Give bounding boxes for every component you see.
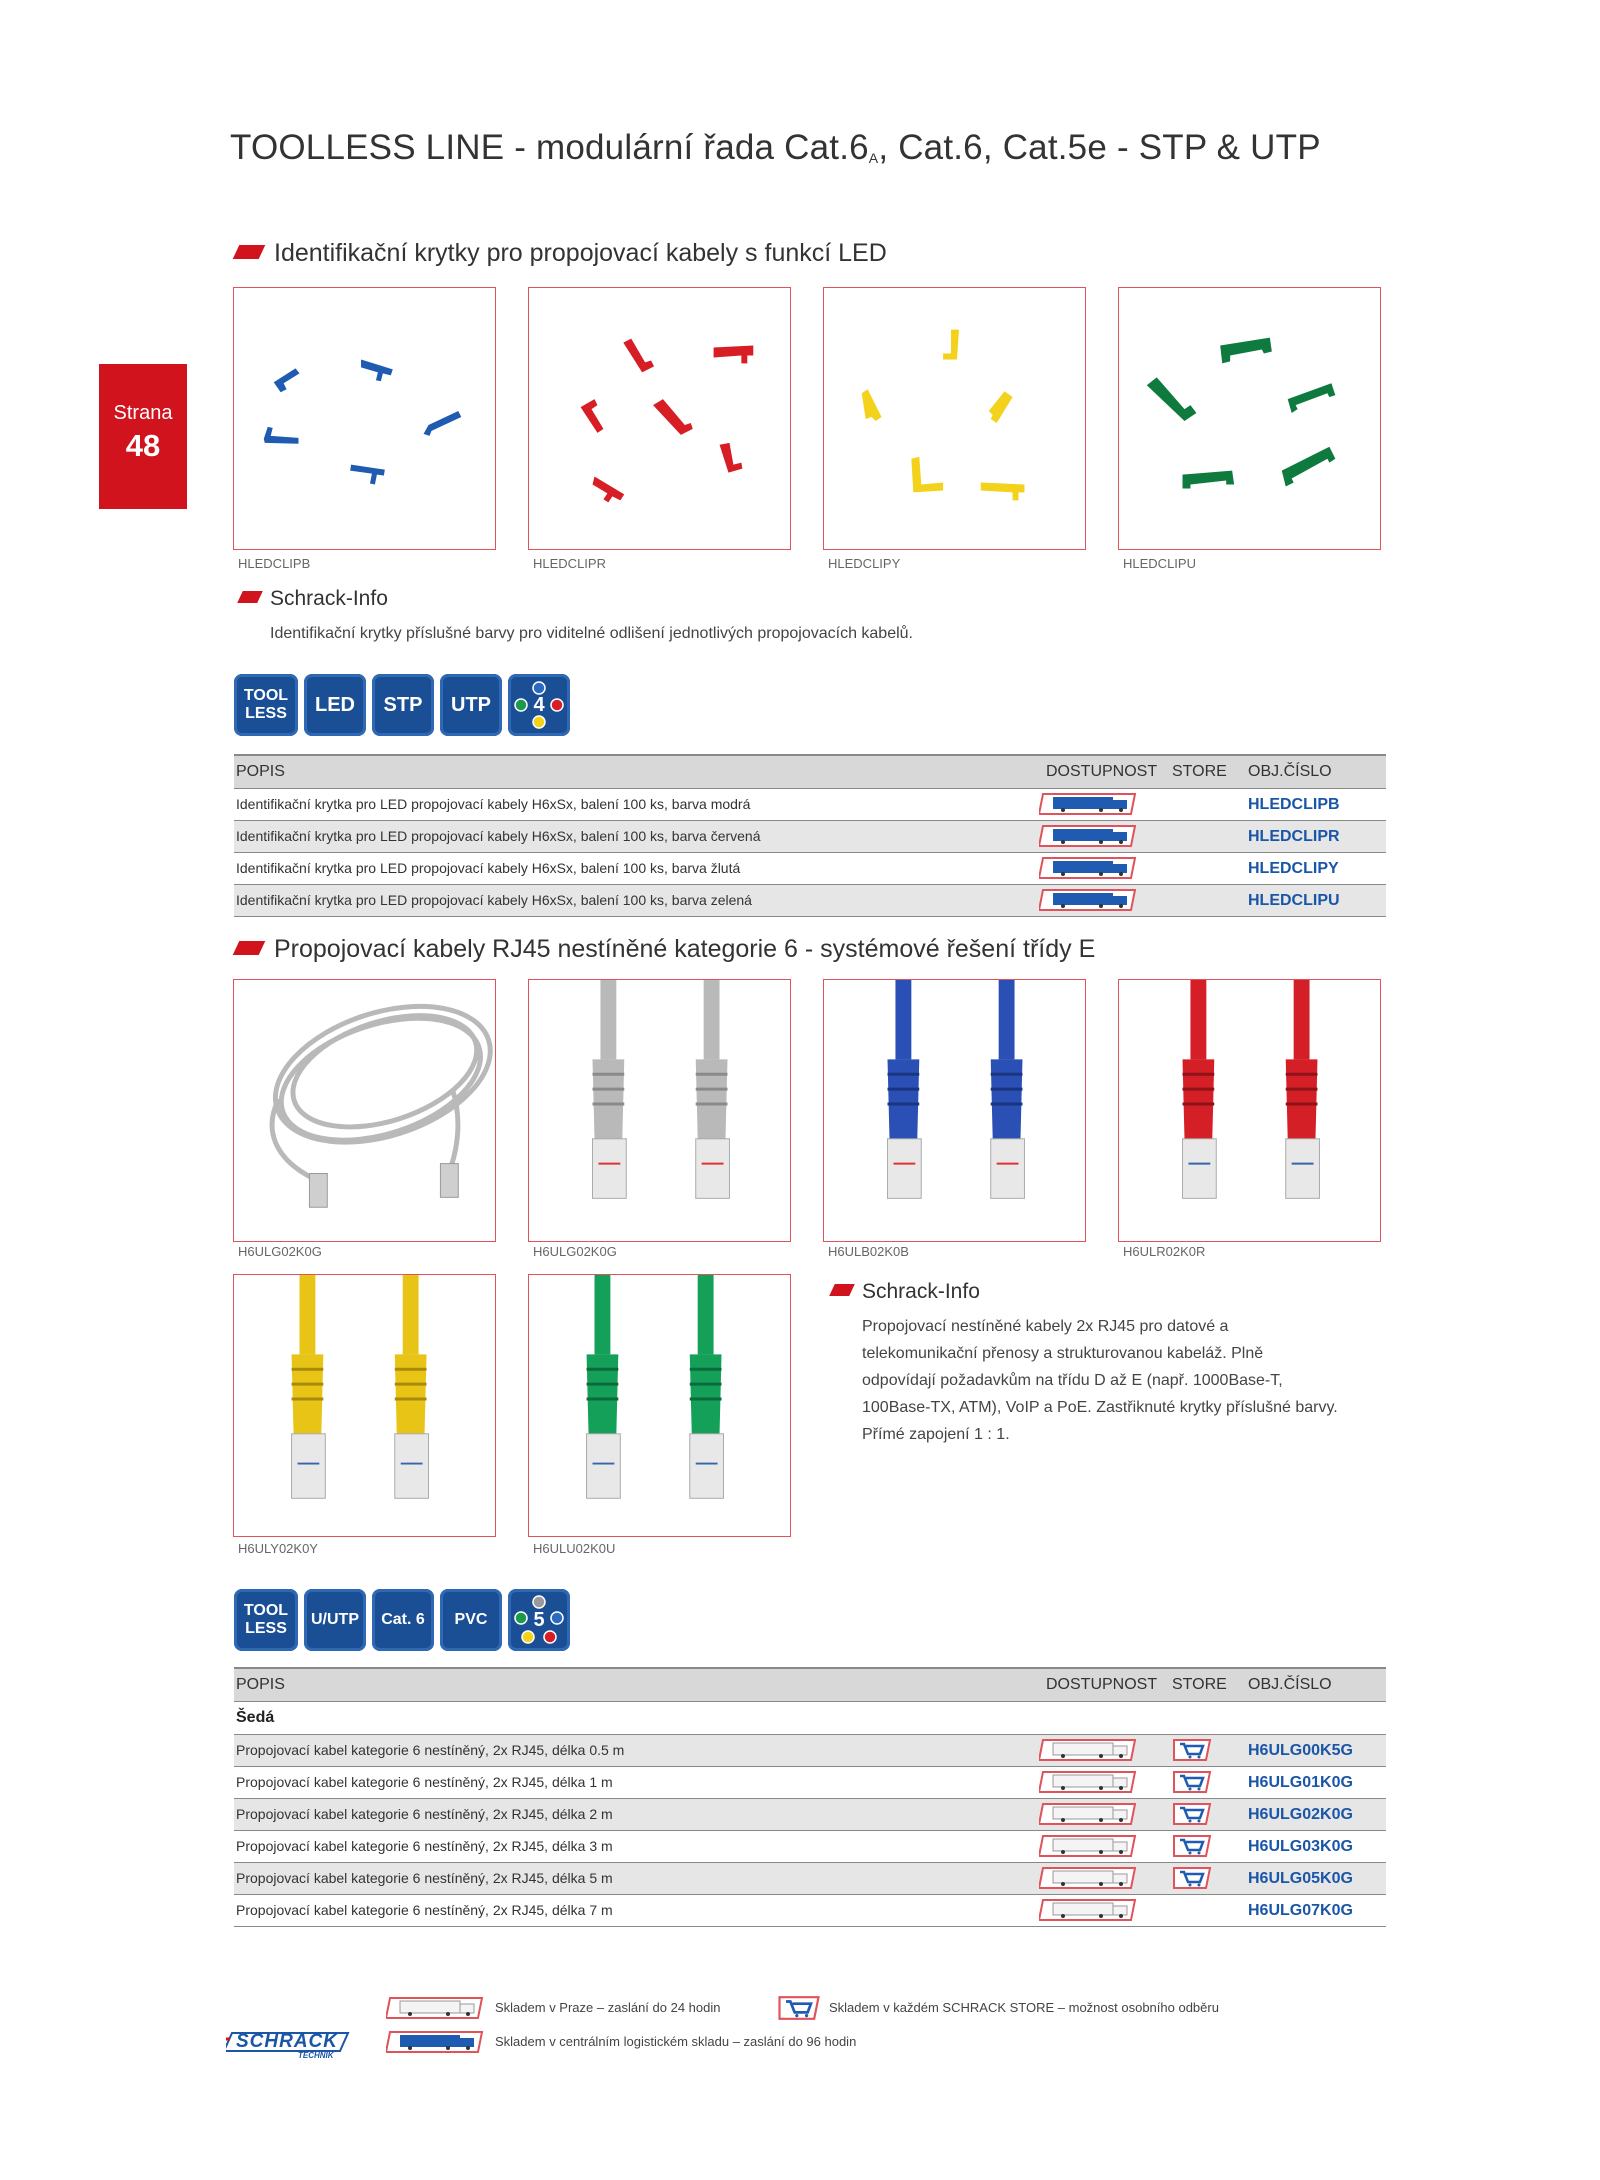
utp-badge: UTP xyxy=(440,674,502,736)
product-image-hledclipr xyxy=(528,287,791,550)
cart-icon xyxy=(1172,1770,1212,1794)
order-code[interactable]: HLEDCLIPB xyxy=(1248,796,1340,813)
row-description: Propojovací kabel kategorie 6 nestíněný, 2x RJ45, délka 1 m xyxy=(236,1774,613,1790)
table-row xyxy=(234,1863,1386,1895)
table-row xyxy=(234,885,1386,917)
led-badge: LED xyxy=(304,674,366,736)
cart-icon xyxy=(1172,1802,1212,1826)
cart-icon xyxy=(1172,1834,1212,1858)
red-marker-icon xyxy=(237,591,263,603)
feature-badges xyxy=(234,1589,570,1651)
red-clips-image xyxy=(529,288,790,549)
order-code[interactable]: H6ULG03K0G xyxy=(1248,1838,1353,1855)
blue-patch-cable-image xyxy=(824,980,1085,1241)
row-description: Propojovací kabel kategorie 6 nestíněný, 2x RJ45, délka 0.5 m xyxy=(236,1742,625,1758)
yellow-patch-cable-image xyxy=(234,1275,495,1536)
product-image-blue-cable xyxy=(823,979,1086,1242)
image-caption: H6ULG02K0G xyxy=(238,1244,322,1259)
header-store: STORE xyxy=(1172,763,1227,780)
truck-blue-icon xyxy=(1039,792,1139,816)
truck-white-icon xyxy=(1039,1866,1139,1890)
toolless-badge: TOOL LESS xyxy=(234,674,298,736)
order-code[interactable]: H6ULG05K0G xyxy=(1248,1870,1353,1887)
stp-badge: STP xyxy=(372,674,434,736)
header-obj: OBJ.ČÍSLO xyxy=(1248,1676,1332,1693)
image-caption: H6ULG02K0G xyxy=(533,1244,617,1259)
table-row xyxy=(234,853,1386,885)
table-row xyxy=(234,1895,1386,1927)
product-image-coiled-cable xyxy=(233,979,496,1242)
order-code[interactable]: H6ULG02K0G xyxy=(1248,1806,1353,1823)
legend-store: Skladem v každém SCHRACK STORE – možnost osobního odběru xyxy=(829,2000,1219,2015)
truck-blue-icon xyxy=(1039,888,1139,912)
page-title: TOOLLESS LINE - modulární řada $Cat.6_A$, Cat.6, Cat.5e - STP & UTP xyxy=(230,128,1321,167)
color-count-badge xyxy=(508,1589,570,1651)
product-image-yellow-cable xyxy=(233,1274,496,1537)
order-code[interactable]: HLEDCLIPY xyxy=(1248,860,1339,877)
info-line: Přímé zapojení 1 : 1. xyxy=(862,1426,1010,1443)
section2-heading: Propojovací kabely RJ45 nestíněné kategorie 6 - systémové řešení třídy E xyxy=(236,935,1095,964)
header-popis: POPIS xyxy=(236,1676,285,1693)
page-tab-label: Strana xyxy=(113,402,173,424)
truck-white-icon xyxy=(386,1995,486,2021)
order-code[interactable]: HLEDCLIPR xyxy=(1248,828,1340,845)
truck-blue-icon xyxy=(1039,856,1139,880)
header-dostupnost: DOSTUPNOST xyxy=(1046,763,1158,780)
page-number-tab xyxy=(99,364,187,509)
schrack-info-heading: Schrack-Info xyxy=(240,587,388,611)
truck-white-icon xyxy=(1039,1898,1139,1922)
schrack-info-heading: Schrack-Info xyxy=(832,1280,980,1304)
cat6-badge: Cat. 6 xyxy=(372,1589,434,1651)
table-row xyxy=(234,1831,1386,1863)
color-count-number: 4 xyxy=(533,694,545,716)
grey-patch-cable-image xyxy=(529,980,790,1241)
header-store: STORE xyxy=(1172,1676,1227,1693)
image-caption: H6ULU02K0U xyxy=(533,1541,616,1556)
table-header xyxy=(234,1667,1386,1702)
product-table-cables xyxy=(234,1667,1386,1927)
image-caption: HLEDCLIPB xyxy=(238,556,311,571)
table-row xyxy=(234,1735,1386,1767)
image-caption: H6ULY02K0Y xyxy=(238,1541,318,1556)
schrack-info-text xyxy=(862,1313,1338,1448)
info-line: Propojovací nestíněné kabely 2x RJ45 pro datové a xyxy=(862,1318,1229,1335)
truck-white-icon xyxy=(1039,1834,1139,1858)
table-row xyxy=(234,1767,1386,1799)
product-image-hledclipu xyxy=(1118,287,1381,550)
truck-white-icon xyxy=(1039,1770,1139,1794)
yellow-clips-image xyxy=(824,288,1085,549)
info-line: 100Base-TX, ATM), VoIP a PoE. Zastřiknuté krytky příslušné barvy. xyxy=(862,1399,1338,1416)
uutp-badge: U/UTP xyxy=(304,1589,366,1651)
cart-icon xyxy=(776,1995,822,2021)
product-image-hledclipy xyxy=(823,287,1086,550)
image-caption: HLEDCLIPR xyxy=(533,556,606,571)
cart-icon xyxy=(1172,1866,1212,1890)
table-row xyxy=(234,821,1386,853)
toolless-badge: TOOL LESS xyxy=(234,1589,298,1651)
image-caption: H6ULR02K0R xyxy=(1123,1244,1206,1259)
product-image-green-cable xyxy=(528,1274,791,1537)
feature-badges xyxy=(234,674,570,736)
row-description: Propojovací kabel kategorie 6 nestíněný, 2x RJ45, délka 5 m xyxy=(236,1870,613,1886)
green-clips-image xyxy=(1119,288,1380,549)
coiled-grey-cable-image xyxy=(234,980,495,1241)
red-marker-icon xyxy=(233,245,266,259)
product-image-red-cable xyxy=(1118,979,1381,1242)
section1-heading: Identifikační krytky pro propojovací kabely s funkcí LED xyxy=(236,239,887,268)
truck-blue-icon xyxy=(1039,824,1139,848)
table-header xyxy=(234,754,1386,789)
order-code[interactable]: H6ULG07K0G xyxy=(1248,1902,1353,1919)
header-dostupnost: DOSTUPNOST xyxy=(1046,1676,1158,1693)
product-image-hledclipb xyxy=(233,287,496,550)
header-popis: POPIS xyxy=(236,763,285,780)
row-description: Identifikační krytka pro LED propojovací kabely H6xSx, balení 100 ks, barva žlutá xyxy=(236,860,741,876)
legend-central: Skladem v centrálním logistickém skladu – zaslání do 96 hodin xyxy=(495,2034,857,2049)
green-patch-cable-image xyxy=(529,1275,790,1536)
order-code[interactable]: HLEDCLIPU xyxy=(1248,892,1340,909)
product-image-grey-cable xyxy=(528,979,791,1242)
order-code[interactable]: H6ULG01K0G xyxy=(1248,1774,1353,1791)
row-description: Propojovací kabel kategorie 6 nestíněný, 2x RJ45, délka 3 m xyxy=(236,1838,613,1854)
blue-clips-image xyxy=(234,288,495,549)
row-description: Identifikační krytka pro LED propojovací kabely H6xSx, balení 100 ks, barva modrá xyxy=(236,796,751,812)
truck-white-icon xyxy=(1039,1738,1139,1762)
group-label: Šedá xyxy=(236,1709,275,1726)
image-caption: HLEDCLIPY xyxy=(828,556,901,571)
image-caption: H6ULB02K0B xyxy=(828,1244,909,1259)
page-tab-number: 48 xyxy=(125,428,161,463)
pvc-badge: PVC xyxy=(440,1589,502,1651)
red-marker-icon xyxy=(233,941,266,955)
color-count-badge xyxy=(508,674,570,736)
color-count-number: 5 xyxy=(533,1609,545,1631)
image-caption: HLEDCLIPU xyxy=(1123,556,1196,571)
header-obj: OBJ.ČÍSLO xyxy=(1248,763,1332,780)
legend-prague: Skladem v Praze – zaslání do 24 hodin xyxy=(495,2000,721,2015)
product-table-clips xyxy=(234,754,1386,917)
red-marker-icon xyxy=(829,1284,855,1296)
info-line: telekomunikační přenosy a strukturovanou kabeláž. Plně xyxy=(862,1345,1264,1362)
logo-subtext: TECHNIK xyxy=(298,2051,334,2060)
cart-icon xyxy=(1172,1738,1212,1762)
truck-blue-icon xyxy=(386,2029,486,2055)
schrack-info-text: Identifikační krytky příslušné barvy pro viditelné odlišení jednotlivých propojovacích kabelů. xyxy=(270,625,913,642)
table-row xyxy=(234,789,1386,821)
red-patch-cable-image xyxy=(1119,980,1380,1241)
table-row xyxy=(234,1799,1386,1831)
row-description: Identifikační krytka pro LED propojovací kabely H6xSx, balení 100 ks, barva červená xyxy=(236,828,761,844)
row-description: Propojovací kabel kategorie 6 nestíněný, 2x RJ45, délka 7 m xyxy=(236,1902,613,1918)
truck-white-icon xyxy=(1039,1802,1139,1826)
table-group-row xyxy=(234,1702,1386,1735)
logo-text: SCHRACK xyxy=(236,2031,338,2052)
info-line: odpovídají požadavkům na třídu D až E (např. 1000Base-T, xyxy=(862,1372,1283,1389)
order-code[interactable]: H6ULG00K5G xyxy=(1248,1742,1353,1759)
schrack-logo xyxy=(226,2031,350,2061)
row-description: Propojovací kabel kategorie 6 nestíněný, 2x RJ45, délka 2 m xyxy=(236,1806,613,1822)
row-description: Identifikační krytka pro LED propojovací kabely H6xSx, balení 100 ks, barva zelená xyxy=(236,892,752,908)
